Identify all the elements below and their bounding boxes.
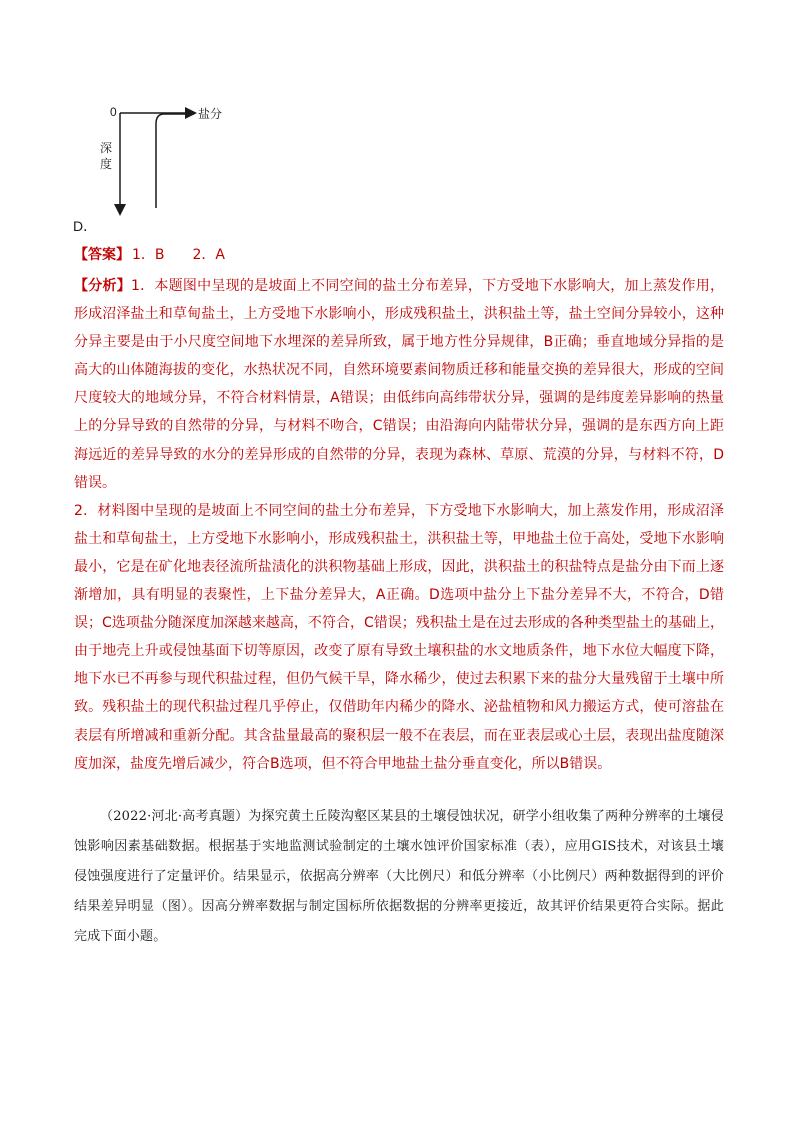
diagram-x-axis-label: 盐分: [198, 107, 223, 121]
analysis-paragraph-2: 2．材料图中呈现的是坡面上不同空间的盐土分布差异，下方受地下水影响大，加上蒸发作用，形成沼泽盐土和草甸盐土，上方受地下水影响小，形成残积盐土，洪积盐土等，甲地盐土位于高处，受地下水影响最小，它是在矿化地表径流所盐渍化的洪积物基础上形成，因此，洪积盐土的积盐特点是盐分由下而上逐渐增加，具有明显的表聚性，上下盐分差异大，A正确。D选项中盐分上下盐分差异不大，不符合，D错误；C选项盐分随深度加深越来越高，不符合，C错误；残积盐土是在过去形成的各种类型盐土的基础上，由于地壳上升或侵蚀基面下切等原因，改变了原有导致土壤积盐的水文地质条件，地下水位大幅度下降，地下水已不再参与现代积盐过程，但仍气候干旱，降水稀少，使过去积累下来的盐分大量残留于土壤中所致。残积盐土的现代积盐过程几乎停止，仅借助年内稀少的降水、泌盐植物和风力搬运方式，使可溶盐在表层有所增减和重新分配。其含盐量最高的聚积层一般不在表层，而在亚表层或心土层，表现出盐度随深度加深，盐度先增后减少，符合B选项，但不符合甲地盐土盐分垂直变化，所以B错误。: [74, 502, 724, 772]
answer-line: [74, 244, 225, 264]
analysis-tag: 【分析】: [74, 278, 131, 294]
answer-tag: 【答案】: [74, 247, 130, 263]
salt-depth-diagram-d: [96, 100, 236, 220]
analysis-paragraph-1: [74, 272, 724, 497]
diagram-y-axis-label: 深度: [100, 141, 113, 171]
diagram-origin-label: 0: [110, 105, 117, 119]
salt-curve: [156, 114, 194, 208]
answer-value: 1．B 2．A: [132, 247, 225, 263]
question-stem: （2022·河北·高考真题）为探究黄土丘陵沟壑区某县的土壤侵蚀状况，研学小组收集了两种分辨率的土壤侵蚀影响因素基础数据。根据基于实地监测试验制定的土壤水蚀评价国家标准（表），应用GIS技术，对该县土壤侵蚀强度进行了定量评价。结果显示，依据高分辨率（大比例尺）和低分辨率（小比例尺）两种数据得到的评价结果差异明显（图）。因高分辨率数据与制定国标所依据数据的分辨率更接近，故其评价结果更符合实际。据此完成下面小题。: [74, 809, 724, 944]
analysis-para1-text: 1．本题图中呈现的是坡面上不同空间的盐土分布差异，下方受地下水影响大，加上蒸发作用，形成沼泽盐土和草甸盐土，上方受地下水影响小，形成残积盐土，洪积盐土等，盐土空间分异较小，这种分异主要是由于小尺度空间地下水埋深的差异所致，属于地方性分异规律，B正确；垂直地域分异指的是高大的山体随海拔的变化，水热状况不同，自然环境要素间物质迁移和能量交换的差异很大，形成的空间尺度较大的地域分异，不符合材料情景，A错误；由低纬向高纬带状分异，强调的是纬度差异影响的热量上的分异导致的自然带的分异，与材料不吻合，C错误；由沿海向内陆带状分异，强调的是东西方向上距海远近的差异导致的水分的差异形成的自然带的分异，表现为森林、草原、荒漠的分异，与材料不符，D错误。: [74, 278, 725, 491]
analysis-block: [74, 272, 724, 778]
option-d-label: D．: [73, 218, 98, 234]
